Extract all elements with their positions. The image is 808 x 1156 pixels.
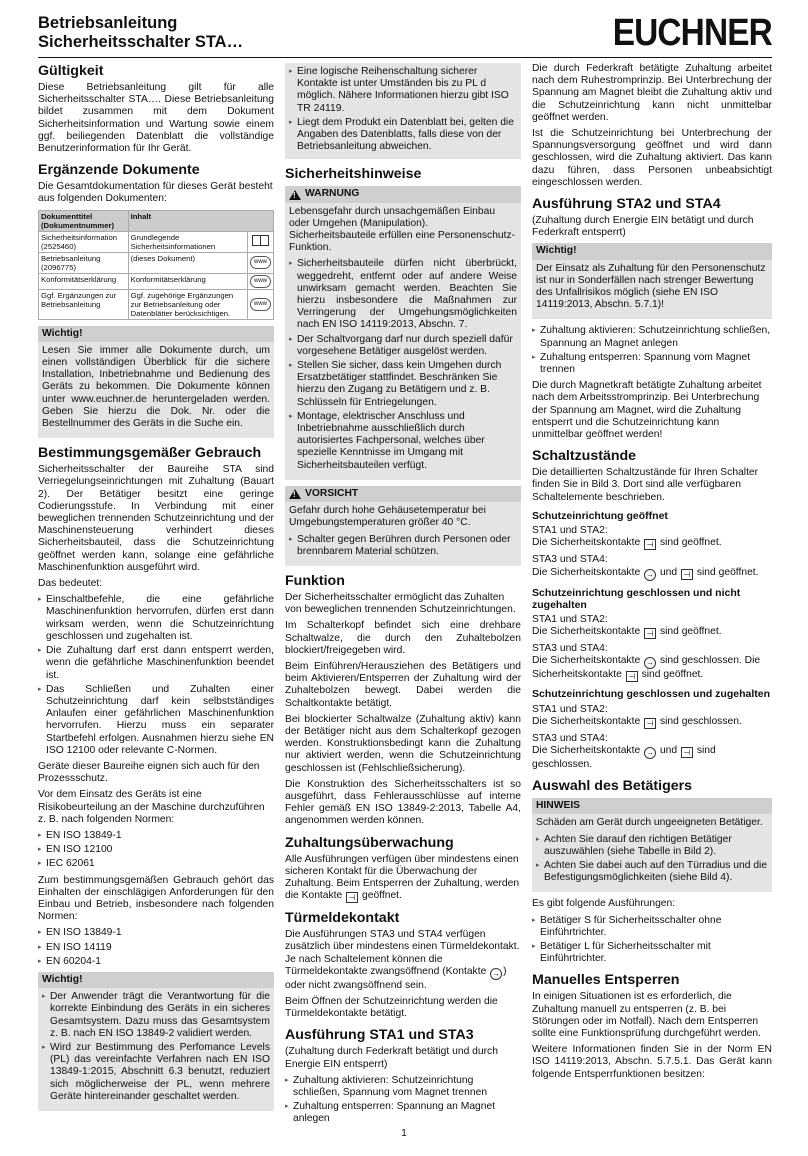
list-item: ▸ Sicherheitsbauteile dürfen nicht überbrückt, weggedreht, entfernt oder auf andere Weise unwirksam gemacht werden. Beachten Sie hierzu insbesondere die Maßnahmen zur Verringerung der Umgehungsmöglichkeiten nach EN ISO 14119:2013, Abschn. 7. (289, 258, 517, 331)
text: sind geöffnet. (659, 626, 722, 638)
table-cell: Grundlegende Sicherheitsinformationen (128, 231, 247, 252)
list-item: ▸ Betätiger S für Sicherheitsschalter ohne Einführtrichter. (532, 915, 772, 939)
paragraph: In einigen Situationen ist es erforderlich, die Zuhaltung manuell zu entsperren (z. B. bei Störungen oder im Notfall). Nach dem Entsperren sollte eine Funktionsprüfung durchgeführt werden. (532, 991, 761, 1039)
table-row (39, 252, 274, 273)
paragraph: Sicherheitsschalter der Baureihe STA sind Verriegelungseinrichtungen mit Zuhaltung (Bauart 2). Der Betätiger besitzt eine geringe Codierungsstufe. In Verbindung mit einer beweglichen trennenden Schutzeinrichtung und der Maschinensteuerung verhindert dieses Sicherheitsbauteil, dass die Schutzeinrichtung geöffnet werden kann, solange eine gefährliche Maschinenfunktion ausgeführt wird. (38, 464, 274, 573)
paragraph: Die durch Magnetkraft betätigte Zuhaltung arbeitet nach dem Arbeitsstromprinzip. Bei Unterbrechung der Spannung am Magnet, wird die Zuhaltung entsperrt und die Schutzeinrichtung kann unmittelbar geöffnet werden! (532, 380, 762, 441)
important-box-text: Der Einsatz als Zuhaltung für den Personenschutz ist nur in Sonderfällen nach strenger Bewertung des Unfallrisikos möglich (siehe EN ISO 14119:2013, Abschn. 5.7.1)! (536, 262, 766, 311)
heading-bestimmungsgemaesser-gebrauch: Bestimmungsgemäßer Gebrauch (38, 445, 262, 462)
document-title (38, 14, 243, 52)
important-box-text: Lesen Sie immer alle Dokumente durch, um einen vollständigen Überblick für die sichere Installation, Inbetriebnahme und Bedienung des Geräts zu bekommen. Die Dokumente können unter www.euchner.de heruntergeladen werden. Geben Sie hierzu die Dok. Nr. oder die Bestellnummer des Geräts in die Suche ein. (42, 344, 270, 430)
paragraph: (Zuhaltung durch Federkraft betätigt und durch Energie EIN entsperrt) (285, 1046, 498, 1070)
list-item: ▸ EN ISO 12100 (38, 844, 274, 856)
heading-schaltzustaende: Schaltzustände (532, 448, 637, 465)
text: Die Sicherheitskontakte (532, 537, 641, 549)
table-cell: Betriebsanleitung (2096775) (39, 252, 129, 273)
subheading-geschlossen-zugehalten: Schutzeinrichtung geschlossen und zugehalten (532, 688, 771, 701)
contact-symbol-icon: ⊣ (626, 671, 638, 682)
list-item: ▸ Achten Sie dabei auch auf den Türradius und die Befestigungsmöglichkeiten (siehe Bild 4). (536, 860, 768, 884)
title-line-1: Betriebsanleitung (38, 14, 178, 32)
text: STA3 und STA4: (532, 732, 608, 744)
list-item: ▸ Betätiger L für Sicherheitsschalter mit Einführtrichter. (532, 941, 772, 965)
paragraph (532, 704, 772, 729)
notice-box-title: HINWEIS (532, 798, 772, 814)
important-box-title: Wichtig! (38, 972, 274, 988)
paragraph: Vor dem Einsatz des Geräts ist eine Risikobeurteilung an der Maschine durchzuführen z. B. nach folgenden Normen: (38, 789, 265, 825)
column-1 (38, 63, 274, 1117)
paragraph: Der Sicherheitsschalter ermöglicht das Zuhalten von beweglichen trennenden Schutzeinrichtungen. (285, 591, 516, 616)
euchner-logo: EUCHNER (612, 12, 772, 54)
paragraph: Die detaillierten Schaltzustände für Ihren Schalter finden Sie in Bild 3. Dort sind alle verfügbaren Schaltelemente beschrieben. (532, 467, 759, 503)
paragraph: Ist die Schutzeinrichtung bei Unterbrechung der Spannungsversorgung geöffnet und wird dann geschlossen, wird die Zuhaltung aktiviert. Das kann dazu führen, dass Personen unbeabsichtigt eingeschlossen werden. (532, 128, 772, 188)
www-icon: www (250, 298, 271, 311)
text: und (659, 744, 678, 756)
list-item: ▸ Eine logische Reihenschaltung sicherer Kontakte ist unter Umständen bis zu PL d möglich. Nähere Informationen hierzu gibt ISO TR 24119. (289, 66, 517, 115)
positive-opening-icon: → (646, 747, 655, 757)
www-icon: www (250, 275, 271, 288)
contact-symbol-icon: ⊣ (681, 747, 693, 758)
warning-icon (289, 190, 301, 200)
paragraph (532, 554, 772, 580)
paragraph: Weitere Informationen finden Sie in der Norm EN ISO 14119:2013, Abschn. 5.7.5.1. Das Gerät kann folgende Entsperrfunktionen besitzen: (532, 1044, 772, 1080)
warning-label: WARNUNG (305, 188, 360, 200)
text: STA1 und STA2: (532, 525, 608, 537)
caution-label: VORSICHT (305, 487, 359, 499)
table-header: Dokumenttitel (Dokumentnummer) (39, 210, 129, 231)
paragraph (532, 525, 772, 550)
text: STA1 und STA2: (532, 703, 608, 715)
contact-symbol-icon: ⊣ (681, 569, 693, 580)
column-3 (532, 63, 772, 1085)
paragraph (285, 854, 521, 904)
paragraph: Das bedeutet: (38, 578, 103, 590)
table-row (39, 231, 274, 252)
column-2 (285, 63, 521, 1130)
text: Die Sicherheitskontakte (532, 566, 641, 578)
contact-symbol-icon: ⊣ (644, 628, 656, 639)
heading-funktion: Funktion (285, 572, 345, 589)
caution-text: Gefahr durch hohe Gehäusetemperatur bei Umgebungstemperaturen größer 40 °C. (289, 505, 486, 529)
important-box-title: Wichtig! (38, 326, 274, 342)
list-item: ▸ Montage, elektrischer Anschluss und Inbetriebnahme ausschließlich durch autorisiertes Fachpersonal, welches über spezielle Kenntnisse im Umgang mit Sicherheitsbauteilen verfügt. (289, 411, 517, 472)
bullet-list (38, 594, 274, 757)
contact-symbol-icon: ⊣ (346, 892, 358, 903)
list-item: ▸ Stellen Sie sicher, dass kein Umgehen durch Ersatzbetätiger stattfindet. Beschränken Sie hierzu den Zugang zu Betätigern und z. B. Schlüsseln für Entriegelungen. (289, 360, 517, 409)
title-line-2: Sicherheitsschalter STA… (38, 33, 244, 51)
paragraph (285, 929, 521, 992)
table-cell: Konformitätserklärung (39, 273, 129, 289)
list-item: ▸ Die Zuhaltung darf erst dann entsperrt werden, wenn die gefährliche Maschinenfunktion beendet ist. (38, 645, 274, 682)
list-item: ▸ Zuhaltung entsperren: Spannung vom Magnet trennen (532, 352, 772, 376)
heading-tuermeldekontakt: Türmeldekontakt (285, 910, 400, 927)
subheading-geoeffnet: Schutzeinrichtung geöffnet (532, 509, 668, 522)
contact-symbol-icon: ⊣ (644, 539, 656, 550)
warning-box-title (285, 186, 521, 202)
bullet-list (532, 325, 772, 376)
list-item: ▸ Schalter gegen Berühren durch Personen oder brennbarem Material schützen. (289, 534, 517, 558)
info-box (285, 63, 521, 159)
paragraph: Beim Öffnen der Schutzeinrichtung werden die Türmeldekontakte betätigt. (285, 995, 498, 1020)
bullet-list (42, 991, 270, 1103)
list-item: ▸ Das Schließen und Zuhalten einer Schutzeinrichtung darf kein selbstständiges Anlaufen einer gefährlichen Maschinenfunktion hervorrufen. Hierzu muss ein separater Startbefehl erfolgen. Ausnahmen hierzu siehe EN ISO 12100 oder relevante C-Normen. (38, 684, 274, 757)
bullet-list (289, 258, 517, 471)
text: sind geschlossen. (532, 744, 716, 770)
paragraph: Es gibt folgende Ausführungen: (532, 898, 676, 910)
important-box-title: Wichtig! (532, 243, 772, 259)
notice-box (532, 798, 772, 892)
text: Die Ausführungen STA3 und STA4 verfügen zusätzlich über mindestens einen Türmeldekontakt. Je nach Schaltelement können die Türmeldekontakte zwangsöffnend (Kontakte (285, 929, 520, 977)
caution-box (285, 486, 521, 566)
heading-zuhaltungsueberwachung: Zuhaltungsüberwachung (285, 834, 454, 851)
positive-opening-icon: → (492, 968, 501, 978)
text: und (659, 566, 678, 578)
text: sind geöffnet. (641, 669, 704, 681)
table-row (39, 273, 274, 289)
paragraph (532, 643, 772, 682)
heading-ergaenzende-dokumente: Ergänzende Dokumente (38, 162, 200, 179)
documents-table (38, 210, 274, 320)
bullet-list (285, 1075, 521, 1126)
heading-gueltigkeit: Gültigkeit (38, 63, 104, 79)
heading-ausfuehrung-sta1-sta3: Ausführung STA1 und STA3 (285, 1027, 474, 1044)
text: Alle Ausführungen verfügen über mindestens einen sicheren Kontakt für die Überwachung der Zuhaltung. Beim Entsperren der Zuhaltung, werden die Kontakte (285, 853, 520, 902)
paragraph: Beim Einführen/Herausziehen des Betätigers und beim Aktivieren/Entsperren der Zuhaltung wird der Zuhaltebolzen bewegt. Dabei werden die Schaltkontakte betätigt. (285, 660, 521, 709)
bullet-list (289, 66, 517, 153)
positive-opening-icon: → (646, 658, 655, 668)
warning-text: Lebensgefahr durch unsachgemäßen Einbau oder Umgehen (Manipulation). Sicherheitsbauteile erfüllen eine Personenschutz-Funktion. (289, 205, 516, 254)
list-item: ▸ Der Schaltvorgang darf nur durch speziell dafür vorgesehene Betätiger ausgelöst werden. (289, 334, 517, 358)
important-box (532, 243, 772, 319)
text: sind geschlossen. (659, 715, 742, 727)
list-item: ▸ EN ISO 13849-1 (38, 927, 274, 939)
bullet-list (532, 915, 772, 966)
warning-box (285, 186, 521, 479)
heading-ausfuehrung-sta2-sta4: Ausführung STA2 und STA4 (532, 196, 721, 213)
table-row (39, 289, 274, 319)
list-item: ▸ Liegt dem Produkt ein Datenblatt bei, gelten die Angaben des Datenblatts, falls diese von der Betriebsanleitung abweichen. (289, 117, 517, 154)
table-cell: Ggf. Ergänzungen zur Betriebsanleitung (39, 289, 129, 319)
text: Sicherheitskontakte (532, 669, 622, 681)
bullet-list (536, 834, 768, 885)
text: Die Sicherheitskontakte (532, 655, 641, 667)
list-item: ▸ Zuhaltung entsperren: Spannung an Magnet anlegen (285, 1101, 521, 1125)
warning-icon (289, 489, 301, 499)
paragraph: Die durch Federkraft betätigte Zuhaltung arbeitet nach dem Ruhestromprinzip. Bei Unterbrechung der Spannung am Magnet bleibt die Zuhaltung aktiv und die Schutzeinrichtung kann nicht unmittelbar geöffnet werden. (532, 63, 772, 123)
list-item: ▸ EN ISO 14119 (38, 942, 274, 954)
list-item: ▸ Der Anwender trägt die Verantwortung für die korrekte Einbindung des Geräts in ein sicheres Gesamtsystem. Dazu muss das Gesamtsystem z. B. nach EN ISO 13849-2 validiert werden. (42, 991, 270, 1040)
list-item: ▸ Zuhaltung aktivieren: Schutzeinrichtung schließen, Spannung vom Magnet trennen (285, 1075, 521, 1099)
text: Die Sicherheitskontakte (532, 626, 641, 638)
paragraph: Diese Betriebsanleitung gilt für alle Sicherheitsschalter STA…. Diese Betriebsanleitung bildet zusammen mit dem Dokument Sicherheitsinformation und Wartung sowie einem ggf. beiliegenden Datenblatt die vollständige Benutzerinformation für Ihr Gerät. (38, 82, 274, 155)
important-box (38, 972, 274, 1111)
text: Die Sicherheitskontakte (532, 744, 641, 756)
text: sind geschlossen. Die (659, 655, 761, 667)
header-rule (38, 57, 772, 58)
paragraph: Im Schalterkopf befindet sich eine drehbare Schaltwalze, die durch den Zuhaltebolzen blockiert/freigegeben wird. (285, 620, 521, 656)
list-item: ▸ IEC 62061 (38, 858, 274, 870)
list-item: ▸ Achten Sie darauf den richtigen Betätiger auszuwählen (siehe Tabelle in Bild 2). (536, 834, 768, 858)
bullet-list (38, 830, 274, 871)
table-cell: Sicherheitsinformation (2525460) (39, 231, 129, 252)
paragraph: Die Konstruktion des Sicherheitsschalters ist so ausgeführt, dass Fehlerausschlüsse auf interne Fehler gemäß EN ISO 13849-2:2013, Tabelle A4, angenommen werden können. (285, 778, 521, 827)
text: STA1 und STA2: (532, 613, 608, 625)
text: STA3 und STA4: (532, 554, 608, 566)
table-cell: Konformitätserklärung (128, 273, 247, 289)
text: sind geöffnet. (696, 566, 759, 578)
list-item: ▸ Wird zur Bestimmung des Perfomance Levels (PL) das vereinfachte Verfahren nach EN ISO 13849-1:2015, Abschnitt 6.3 benutzt, reduziert sich möglicherweise der PL, wenn mehrere Geräte hintereinander geschaltet werden. (42, 1042, 270, 1103)
paragraph: Geräte dieser Baureihe eignen sich auch für den Prozessschutz. (38, 760, 260, 785)
paragraph: (Zuhaltung durch Energie EIN betätigt und durch Federkraft entsperrt) (532, 215, 754, 239)
heading-sicherheitshinweise: Sicherheitshinweise (285, 166, 422, 183)
bullet-list (38, 927, 274, 968)
subheading-geschlossen-nicht-zugehalten: Schutzeinrichtung geschlossen und nicht zugehalten (532, 586, 741, 611)
table-cell: (dieses Dokument) (128, 252, 247, 273)
paragraph: Bei blockierter Schaltwalze (Zuhaltung aktiv) kann der Betätiger nicht aus dem Schalterkopf gezogen werden. Konstruktionsbedingt kann die Zuhaltung nur aktiviert werden, wenn die Schutzeinrichtung geschlossen ist (Fehlschließsicherung). (285, 713, 521, 774)
table-cell: Ggf. zugehörige Ergänzungen zur Betriebsanleitung oder Datenblätter berücksichtigen. (128, 289, 247, 319)
text: STA3 und STA4: (532, 643, 608, 655)
bullet-list (289, 534, 517, 558)
paragraph (532, 614, 772, 639)
www-icon: www (250, 256, 271, 269)
important-box (38, 326, 274, 439)
text: geöffnet. (362, 890, 402, 902)
text: ) oder nicht zwangsöffnend sein. (285, 965, 507, 991)
paragraph: Zum bestimmungsgemäßen Gebrauch gehört das Einhalten der einschlägigen Anforderungen für den Einbau und Betrieb, insbesondere nach folgenden Normen: (38, 874, 274, 923)
paragraph: Die Gesamtdokumentation für dieses Gerät besteht aus folgenden Dokumenten: (38, 181, 273, 205)
heading-auswahl-betaetiger: Auswahl des Betätigers (532, 778, 693, 795)
positive-opening-icon: → (646, 569, 655, 579)
text: sind geöffnet. (659, 537, 722, 549)
book-icon (252, 235, 269, 246)
heading-manuelles-entsperren: Manuelles Entsperren (532, 972, 680, 989)
list-item: ▸ Einschaltbefehle, die eine gefährliche Maschinenfunktion hervorrufen, dürfen erst dann wirksam werden, wenn die Schutzeinrichtung geschlossen und zugehalten ist. (38, 594, 274, 643)
list-item: ▸ Zuhaltung aktivieren: Schutzeinrichtung schließen, Spannung an Magnet anlegen (532, 325, 772, 349)
notice-text: Schäden am Gerät durch ungeeigneten Betätiger. (536, 817, 763, 829)
table-header: Inhalt (128, 210, 273, 231)
contact-symbol-icon: ⊣ (644, 718, 656, 729)
page-number: 1 (401, 1128, 407, 1139)
paragraph (532, 733, 772, 771)
list-item: ▸ EN 60204-1 (38, 956, 274, 968)
list-item: ▸ EN ISO 13849-1 (38, 830, 274, 842)
caution-box-title (285, 486, 521, 502)
text: Die Sicherheitskontakte (532, 715, 641, 727)
